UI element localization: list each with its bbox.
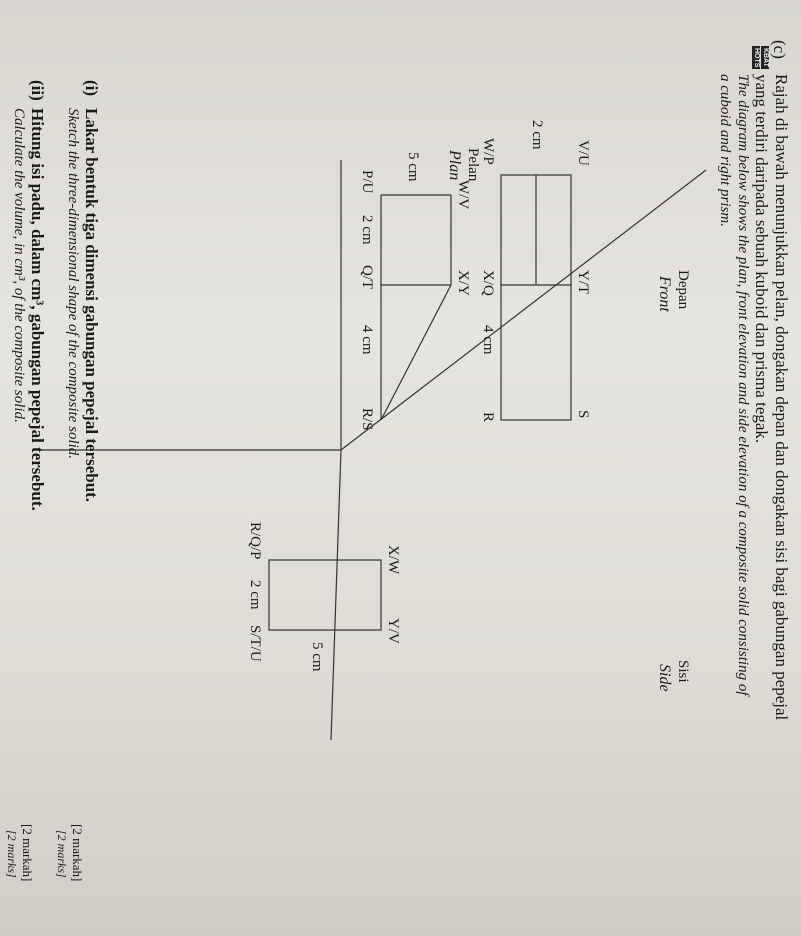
question-text-line1: Rajah di bawah menunjukkan pelan, dongakan depan dan dongakan sisi bagi gabungan pepejal	[772, 74, 791, 721]
part-i-number: (i)	[82, 80, 101, 97]
kbat-badge: KBAT	[762, 48, 769, 67]
side-label-stu: S/T/U	[247, 625, 263, 662]
part-i-marks: [2 markah]	[70, 824, 85, 882]
side-title-english: Side	[656, 664, 673, 692]
question-text-line2: yang terdiri daripada sebuah kuboid dan prisma tegak.	[752, 74, 771, 444]
front-label-wv: W/V	[455, 180, 471, 210]
hots-badge: HOTS	[753, 48, 760, 68]
front-label-pu: P/U	[359, 170, 375, 194]
side-label-5cm: 5 cm	[309, 642, 325, 672]
front-label-qt: Q/T	[359, 265, 375, 290]
projection-line-upper	[341, 170, 706, 450]
question-english-line1: The diagram below shows the plan, front elevation and side elevation of a composite solid consisting of	[735, 74, 751, 696]
side-rectangle	[269, 560, 381, 630]
part-ii-number: (ii)	[28, 80, 47, 101]
front-label-2cm: 2 cm	[359, 215, 375, 245]
front-label-5cm: 5 cm	[405, 152, 421, 182]
side-label-xw: X/W	[385, 545, 401, 575]
side-title: Sisi	[675, 660, 691, 683]
part-ii-english: Calculate the volume, in cm³, of the composite solid.	[11, 108, 27, 423]
plan-label-r: R	[480, 412, 496, 423]
front-title: Depan	[675, 270, 691, 310]
side-label-rqp: R/Q/P	[247, 522, 263, 560]
horizontal-divider-right	[331, 450, 341, 740]
plan-label-yt: Y/T	[575, 270, 591, 295]
part-ii-marks-english: [2 marks]	[5, 830, 19, 878]
part-i-english: Sketch the three-dimensional shape of the composite solid.	[65, 108, 81, 460]
plan-label-wp: W/P	[480, 138, 496, 165]
question-part-label: (c)	[770, 40, 789, 59]
front-slant-edge	[381, 285, 451, 420]
front-label-4cm: 4 cm	[359, 325, 375, 355]
front-label-xy: X/Y	[455, 270, 471, 296]
plan-label-4cm: 4 cm	[480, 325, 496, 355]
question-english-line2: a cuboid and right prism.	[717, 74, 733, 227]
plan-label-vu: V/U	[575, 140, 591, 166]
front-title-english: Front	[656, 276, 673, 312]
plan-label-xq: X/Q	[480, 270, 496, 296]
side-label-yv: Y/V	[385, 618, 401, 644]
part-i-text: Lakar bentuk tiga dimensi gabungan pepejal tersebut.	[82, 108, 101, 503]
part-i-marks-english: [2 marks]	[55, 830, 69, 878]
part-ii-marks: [2 markah]	[20, 824, 35, 882]
plan-title-english: Plan	[446, 150, 463, 181]
side-label-2cm: 2 cm	[247, 580, 263, 610]
front-label-rs: R/S	[359, 408, 375, 431]
part-ii-text: Hitung isi padu, dalam cm³, gabungan pepejal tersebut.	[28, 108, 47, 511]
plan-label-s: S	[575, 410, 591, 419]
plan-label-2cm: 2 cm	[529, 120, 545, 150]
plan-title: Pelan	[465, 148, 481, 182]
